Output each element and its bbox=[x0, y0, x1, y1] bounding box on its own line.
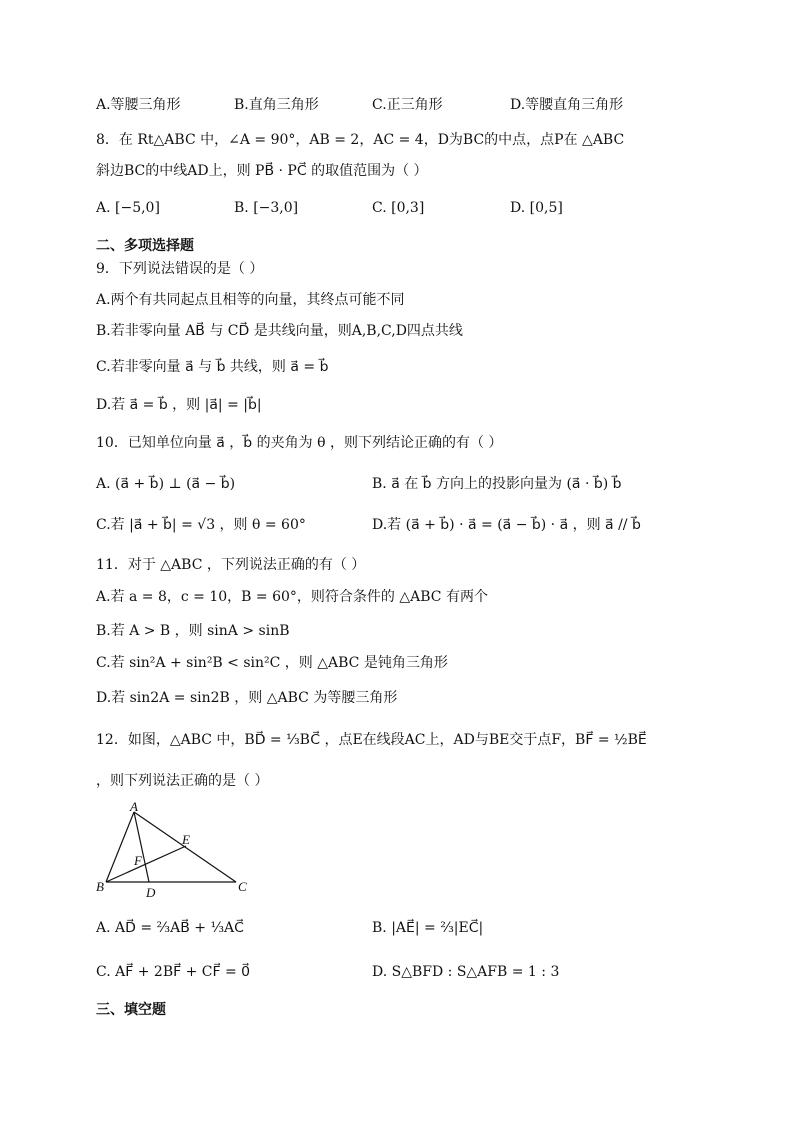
q11-option-b: B.若 A > B ，则 sinA > sinB bbox=[96, 623, 290, 639]
q11-stem: 11．对于 △ABC ，下列说法正确的有（ ） bbox=[96, 557, 366, 573]
segment-ad bbox=[134, 812, 149, 882]
q11-option-a: A.若 a = 8，c = 10，B = 60°，则符合条件的 △ABC 有两个 bbox=[96, 589, 488, 605]
label-c: C bbox=[238, 879, 247, 894]
triangle-figure bbox=[94, 800, 264, 900]
section-heading-multiple-choice: 二、多项选择题 bbox=[96, 238, 194, 254]
label-e: E bbox=[182, 832, 190, 847]
label-a: A bbox=[130, 800, 138, 814]
q8-option-c: C. [0,3] bbox=[372, 200, 425, 216]
q10-stem: 10．已知单位向量 a⃗ ，b⃗ 的夹角为 θ ，则下列结论正确的有（ ） bbox=[96, 435, 503, 451]
q12-option-b: B. |AE⃗| = ⅔|EC⃗| bbox=[372, 920, 484, 936]
q9-stem: 9．下列说法错误的是（ ） bbox=[96, 261, 264, 277]
q11-option-d: D.若 sin2A = sin2B ，则 △ABC 为等腰三角形 bbox=[96, 690, 398, 706]
q10-option-c: C.若 |a⃗ + b⃗| = √3 ，则 θ = 60° bbox=[96, 517, 306, 533]
q8-option-b: B. [−3,0] bbox=[234, 200, 299, 216]
q12-stem-line1: 12．如图，△ABC 中，BD⃗ = ⅓BC⃗ ，点E在线段AC上，AD与BE交于点F，BF⃗ = ½BE⃗ bbox=[96, 732, 647, 748]
q9-option-a: A.两个有共同起点且相等的向量，其终点可能不同 bbox=[96, 292, 405, 308]
q10-option-a: A. (a⃗ + b⃗) ⊥ (a⃗ − b⃗) bbox=[96, 476, 236, 492]
q9-option-d: D.若 a⃗ = b⃗ ，则 |a⃗| = |b⃗| bbox=[96, 397, 262, 413]
label-f: F bbox=[134, 853, 142, 868]
q8-stem-line1: 8．在 Rt△ABC 中，∠A = 90°，AB = 2，AC = 4，D为BC的中点，点P在 △ABC bbox=[96, 132, 625, 148]
q10-option-b: B. a⃗ 在 b⃗ 方向上的投影向量为 (a⃗ · b⃗) b⃗ bbox=[372, 476, 622, 492]
q7-option-c: C.正三角形 bbox=[372, 97, 443, 113]
q9-option-c: C.若非零向量 a⃗ 与 b⃗ 共线，则 a⃗ = b⃗ bbox=[96, 359, 329, 375]
q7-option-a: A.等腰三角形 bbox=[96, 97, 181, 113]
q11-option-c: C.若 sin²A + sin²B < sin²C ，则 △ABC 是钝角三角形 bbox=[96, 655, 448, 671]
q7-option-d: D.等腰直角三角形 bbox=[510, 97, 624, 113]
q8-stem-line2: 斜边BC的中线AD上，则 PB⃗ · PC⃗ 的取值范围为（ ） bbox=[96, 163, 428, 179]
q9-option-b: B.若非零向量 AB⃗ 与 CD⃗ 是共线向量，则A,B,C,D四点共线 bbox=[96, 323, 463, 339]
label-d: D bbox=[146, 885, 156, 900]
q12-option-c: C. AF⃗ + 2BF⃗ + CF⃗ = 0⃗ bbox=[96, 964, 251, 980]
q12-option-d: D. S△BFD : S△AFB = 1 : 3 bbox=[372, 964, 560, 980]
q8-option-a: A. [−5,0] bbox=[96, 200, 160, 216]
q8-option-d: D. [0,5] bbox=[510, 200, 563, 216]
q12-option-a: A. AD⃗ = ⅔AB⃗ + ⅓AC⃗ bbox=[96, 920, 244, 936]
q7-option-b: B.直角三角形 bbox=[234, 97, 319, 113]
q12-stem-line2: ，则下列说法正确的是（ ） bbox=[96, 773, 269, 789]
q10-option-d: D.若 (a⃗ + b⃗) · a⃗ = (a⃗ − b⃗) · a⃗ ，则 a⃗ // b⃗ bbox=[372, 517, 641, 533]
label-b: B bbox=[96, 879, 104, 894]
section-heading-fill-in: 三、填空题 bbox=[96, 1002, 166, 1018]
